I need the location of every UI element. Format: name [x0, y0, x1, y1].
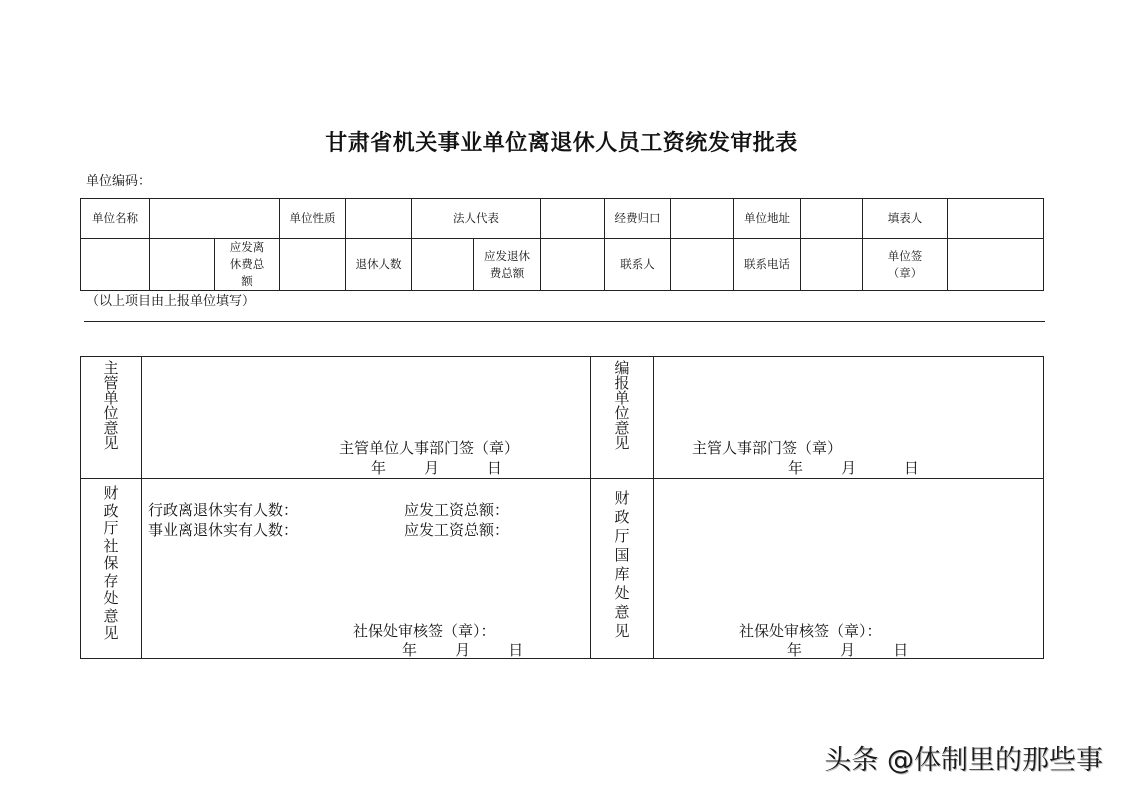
vertical-label-char: 财 — [614, 489, 630, 507]
admin-count-label: 行政离退休实有人数： — [148, 501, 299, 519]
vertical-label-char: 管 — [103, 374, 119, 392]
table-row — [81, 357, 1044, 479]
supervisor-date-text: 年 月 日 — [371, 459, 502, 477]
social-security-date-text: 年 月 日 — [402, 641, 524, 659]
unit-code-label: 单位编码： — [86, 174, 152, 189]
funding-label: 经费归口 — [605, 199, 671, 239]
social-security-opinion-cell[interactable] — [142, 479, 591, 659]
vertical-label-char: 政 — [103, 501, 119, 520]
compiling-sign-text: 主管人事部门签（章） — [692, 439, 843, 457]
treasury-date-text: 年 月 日 — [787, 641, 909, 659]
retire-total-label: 应发退休费总额 — [474, 239, 541, 291]
vertical-label-char: 见 — [103, 624, 119, 642]
retired-total-field[interactable] — [280, 239, 346, 291]
table-row — [81, 479, 1044, 659]
fill-note: （以上项目由上报单位填写） — [86, 294, 256, 309]
approval-table — [80, 356, 1044, 659]
legal-rep-label: 法人代表 — [412, 199, 541, 239]
unit-nature-field[interactable] — [346, 199, 412, 239]
blank-cell[interactable] — [81, 239, 150, 291]
retire-total-field[interactable] — [541, 239, 605, 291]
unit-name-label: 单位名称 — [81, 199, 150, 239]
vertical-label-char: 位 — [103, 404, 119, 422]
vertical-label-char: 政 — [614, 508, 630, 526]
compiling-label-cell — [591, 357, 654, 479]
vertical-label-char: 意 — [103, 419, 119, 437]
divider — [84, 321, 1045, 322]
unit-nature-label: 单位性质 — [280, 199, 346, 239]
vertical-label-char: 存 — [103, 571, 119, 590]
vertical-label-char: 意 — [103, 606, 119, 625]
vertical-label-char: 意 — [614, 603, 630, 621]
social-security-opinion-label — [81, 485, 141, 643]
vertical-label-char: 保 — [103, 554, 119, 572]
contact-label: 联系人 — [605, 239, 671, 291]
public-total-label: 应发工资总额： — [404, 521, 510, 539]
treasury-label-cell — [591, 479, 654, 659]
admin-total-label: 应发工资总额： — [404, 501, 510, 519]
unit-info-table — [80, 198, 1044, 291]
vertical-label-char: 报 — [614, 374, 630, 392]
treasury-opinion-cell[interactable] — [654, 479, 1044, 659]
retired-total-label: 应发离休费总额 — [215, 239, 280, 291]
vertical-label-char: 单 — [614, 389, 630, 407]
compiling-opinion-label — [591, 361, 653, 451]
vertical-label-char: 处 — [614, 584, 630, 602]
phone-label: 联系电话 — [734, 239, 801, 291]
retiree-count-field[interactable] — [412, 239, 474, 291]
phone-field[interactable] — [801, 239, 863, 291]
compiling-date-text: 年 月 日 — [788, 459, 919, 477]
sign-field[interactable] — [948, 239, 1044, 291]
vertical-label-char: 单 — [103, 389, 119, 407]
vertical-label-char: 主 — [103, 359, 119, 377]
compiling-opinion-cell[interactable] — [654, 357, 1044, 479]
vertical-label-char: 厅 — [103, 519, 119, 537]
public-count-label: 事业离退休实有人数： — [148, 521, 299, 539]
unit-name-field[interactable] — [150, 199, 280, 239]
supervisor-sign-text: 主管单位人事部门签（章） — [339, 439, 520, 457]
filler-field[interactable] — [948, 199, 1044, 239]
supervisor-opinion-cell[interactable] — [142, 357, 591, 479]
address-label: 单位地址 — [734, 199, 801, 239]
social-security-label-cell — [81, 479, 142, 659]
vertical-label-char: 库 — [614, 565, 630, 583]
table-row — [81, 239, 1044, 291]
supervisor-label-cell — [81, 357, 142, 479]
filler-label: 填表人 — [863, 199, 948, 239]
sign-label: 单位签（章） — [863, 239, 948, 291]
contact-field[interactable] — [671, 239, 734, 291]
retiree-count-label: 退休人数 — [346, 239, 412, 291]
vertical-label-char: 处 — [103, 589, 119, 607]
vertical-label-char: 见 — [614, 622, 630, 640]
social-security-sign-text: 社保处审核签（章）： — [353, 622, 496, 640]
vertical-label-char: 见 — [614, 434, 630, 452]
vertical-label-char: 国 — [614, 546, 630, 564]
vertical-label-char: 编 — [614, 359, 630, 377]
legal-rep-field[interactable] — [541, 199, 605, 239]
vertical-label-char: 意 — [614, 419, 630, 437]
vertical-label-char: 位 — [614, 404, 630, 422]
address-field[interactable] — [801, 199, 863, 239]
table-row — [81, 199, 1044, 239]
vertical-label-char: 厅 — [614, 527, 630, 545]
funding-field[interactable] — [671, 199, 734, 239]
watermark-text: 头条 @体制里的那些事 — [824, 745, 1103, 776]
vertical-label-char: 财 — [103, 484, 119, 502]
supervisor-opinion-label — [81, 361, 141, 451]
treasury-sign-text: 社保处审核签（章）： — [739, 622, 882, 640]
vertical-label-char: 社 — [103, 536, 119, 555]
vertical-label-char: 见 — [103, 434, 119, 452]
treasury-opinion-label — [591, 489, 653, 641]
page-title: 甘肃省机关事业单位离退休人员工资统发审批表 — [325, 130, 798, 156]
blank-cell[interactable] — [150, 239, 215, 291]
